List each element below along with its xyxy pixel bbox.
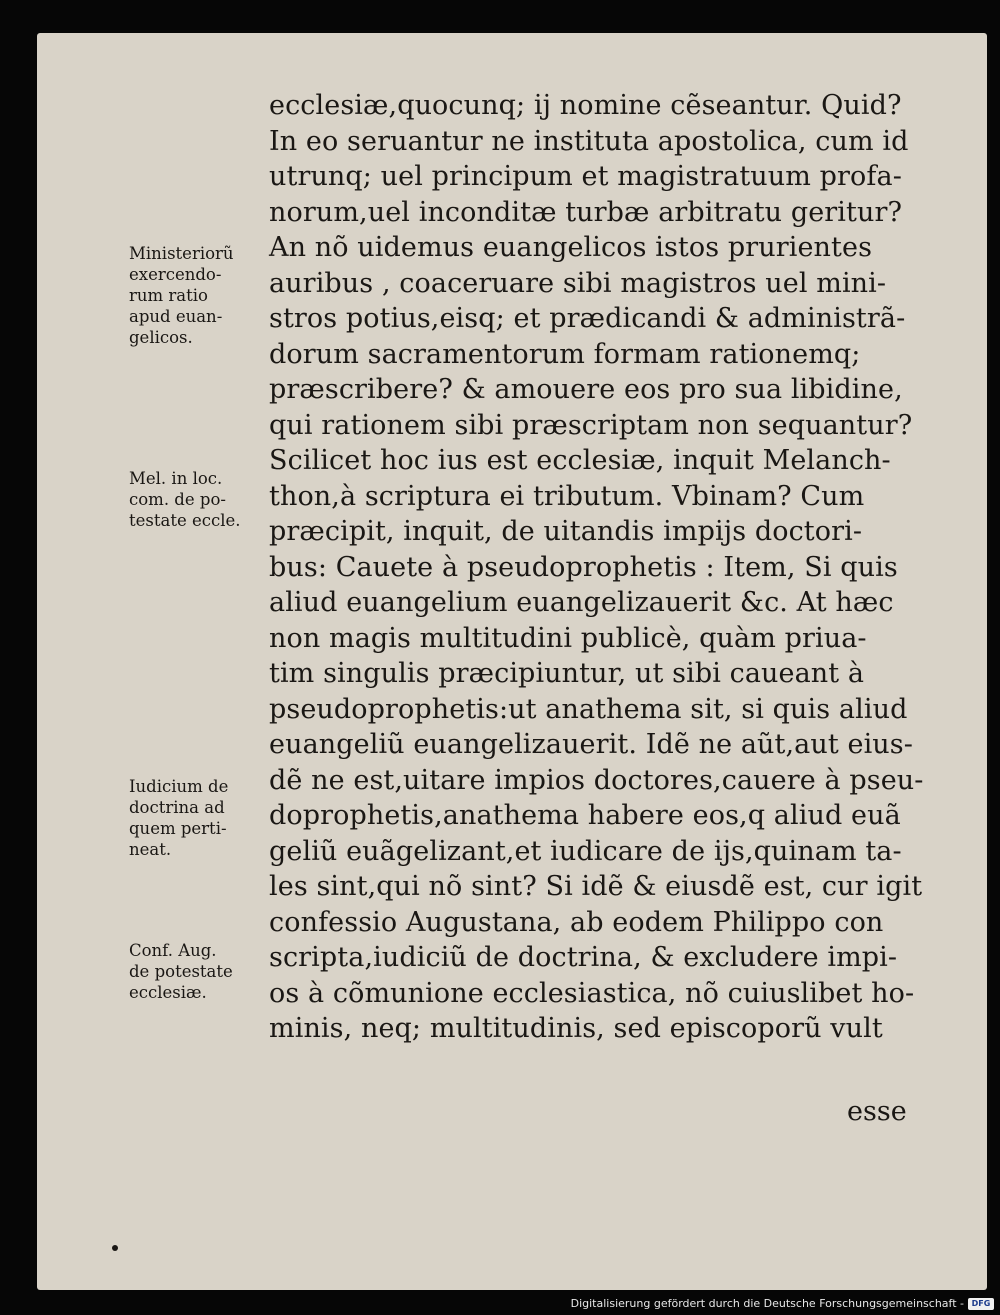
text-line: non magis multitudini publicè, quàm priua- <box>269 622 867 654</box>
text-line: qui rationem sibi præscriptam non sequantur? <box>269 409 913 441</box>
text-line: os à cõmunione ecclesiastica, nõ cuiuslibet ho- <box>269 977 915 1009</box>
text-line: bus: Cauete à pseudoprophetis : Item, Si quis <box>269 551 898 583</box>
note-line: com. de po- <box>129 490 226 509</box>
book-page <box>37 33 987 1290</box>
text-line: confessio Augustana, ab eodem Philippo con <box>269 906 884 938</box>
note-line: Iudicium de <box>129 777 229 796</box>
body-text <box>269 88 949 1047</box>
note-line: doctrina ad <box>129 798 225 817</box>
text-line: præcipit, inquit, de uitandis impijs doctori- <box>269 516 863 547</box>
text-line: In eo seruantur ne instituta apostolica, cum id <box>269 125 909 157</box>
text-line: ecclesiæ,quocunq; ij nomine cẽseantur. Quid? <box>269 90 902 121</box>
marginal-note-ministeriorum <box>129 243 269 348</box>
note-line: neat. <box>129 840 172 859</box>
note-line: Ministeriorũ <box>129 244 234 263</box>
text-line: aliud euangelium euangelizauerit &c. At hæc <box>269 587 894 618</box>
note-line: de potestate <box>129 962 233 981</box>
text-line: les sint,qui nõ sint? Si idẽ & eiusdẽ est, cur igit <box>269 871 923 902</box>
marginal-note-iudicium <box>129 776 269 860</box>
note-line: gelicos. <box>129 328 193 347</box>
ink-dot <box>112 1245 118 1251</box>
text-line: doprophetis,anathema habere eos,q aliud euã <box>269 800 901 831</box>
text-line: geliũ euãgelizant,et iudicare de ijs,quinam ta- <box>269 835 902 867</box>
text-line: tim singulis præcipiuntur, ut sibi caueant à <box>269 658 865 689</box>
text-line: stros potius,eisq; et prædicandi & administrã- <box>269 303 906 334</box>
note-line: ecclesiæ. <box>129 983 207 1002</box>
funding-notice: Digitalisierung gefördert durch die Deutsche Forschungsgemeinschaft - <box>570 1297 964 1310</box>
text-line: Scilicet hoc ius est ecclesiæ, inquit Melanch- <box>269 445 891 476</box>
text-line: norum,uel inconditæ turbæ arbitratu geritur? <box>269 196 903 228</box>
footer-bar <box>0 1294 1000 1315</box>
note-line: testate eccle. <box>129 511 241 530</box>
note-line: rum ratio <box>129 286 208 305</box>
text-line: thon,à scriptura ei tributum. Vbinam? Cum <box>269 480 865 512</box>
text-line: pseudoprophetis:ut anathema sit, si quis aliud <box>269 693 908 725</box>
marginal-note-melanchthon <box>129 468 269 531</box>
note-line: apud euan- <box>129 307 223 326</box>
text-line: An nõ uidemus euangelicos istos prurientes <box>269 232 873 263</box>
marginal-note-confessio <box>129 940 269 1003</box>
note-line: exercendo- <box>129 265 222 284</box>
catchword: esse <box>847 1096 907 1127</box>
text-line: scripta,iudiciũ de doctrina, & excludere impi- <box>269 942 898 973</box>
text-line: dorum sacramentorum formam rationemq; <box>269 338 861 370</box>
text-line: dẽ ne est,uitare impios doctores,cauere à pseu- <box>269 764 924 796</box>
text-line: minis, neq; multitudinis, sed episcoporũ vult <box>269 1013 883 1044</box>
note-line: Conf. Aug. <box>129 941 217 960</box>
dfg-logo: DFG <box>968 1298 994 1310</box>
note-line: Mel. in loc. <box>129 469 223 488</box>
text-line: utrunq; uel principum et magistratuum profa- <box>269 161 902 192</box>
text-line: auribus , coaceruare sibi magistros uel mini- <box>269 267 887 299</box>
note-line: quem perti- <box>129 819 227 838</box>
text-line: euangeliũ euangelizauerit. Idẽ ne aũt,aut eius- <box>269 729 913 760</box>
text-line: præscribere? & amouere eos pro sua libidine, <box>269 374 903 405</box>
